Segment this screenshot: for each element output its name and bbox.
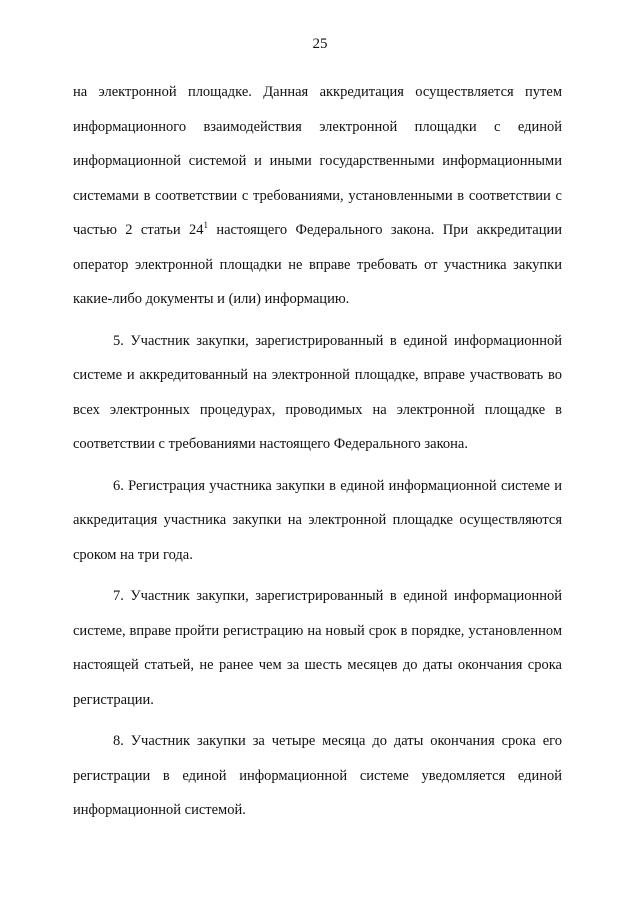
- paragraph-item-5: 5. Участник закупки, зарегистрированный в единой информационной системе и аккредитованный на электронной площадке, вправе участвовать во всех электронных процедурах, проводимых на электронной площадке в соответствии с требованиями настоящего Федерального закона.: [73, 332, 562, 452]
- paragraph-item-8: 8. Участник закупки за четыре месяца до даты окончания срока его регистрации в единой информационной системе уведомляется единой информационной системой.: [73, 733, 562, 818]
- footnote-superscript: 1: [203, 220, 208, 230]
- paragraph-text: на электронной площадке. Данная аккредитация осуществляется путем информационного взаимодействия электронной площадки с единой информационной системой и иными государственными информационными системами в соответствии с требованиями, установленными в соответствии с частью 2 статьи 24: [73, 84, 562, 238]
- paragraph-text-tail: настоящего Федерального закона. При аккредитации оператор электронной площадки не вправе требовать от участника закупки какие-либо документы и (или) информацию.: [73, 222, 562, 307]
- paragraph-item-6: 6. Регистрация участника закупки в единой информационной системе и аккредитация участника закупки на электронной площадке осуществляются сроком на три года.: [73, 477, 562, 563]
- paragraph-continuation: [73, 75, 562, 317]
- document-body: [73, 75, 562, 828]
- paragraph-item-7: 7. Участник закупки, зарегистрированный в единой информационной системе, вправе пройти регистрацию на новый срок в порядке, установленном настоящей статьей, не ранее чем за шесть месяцев до даты окончания срока регистрации.: [73, 588, 562, 708]
- page-number: 25: [312, 36, 328, 52]
